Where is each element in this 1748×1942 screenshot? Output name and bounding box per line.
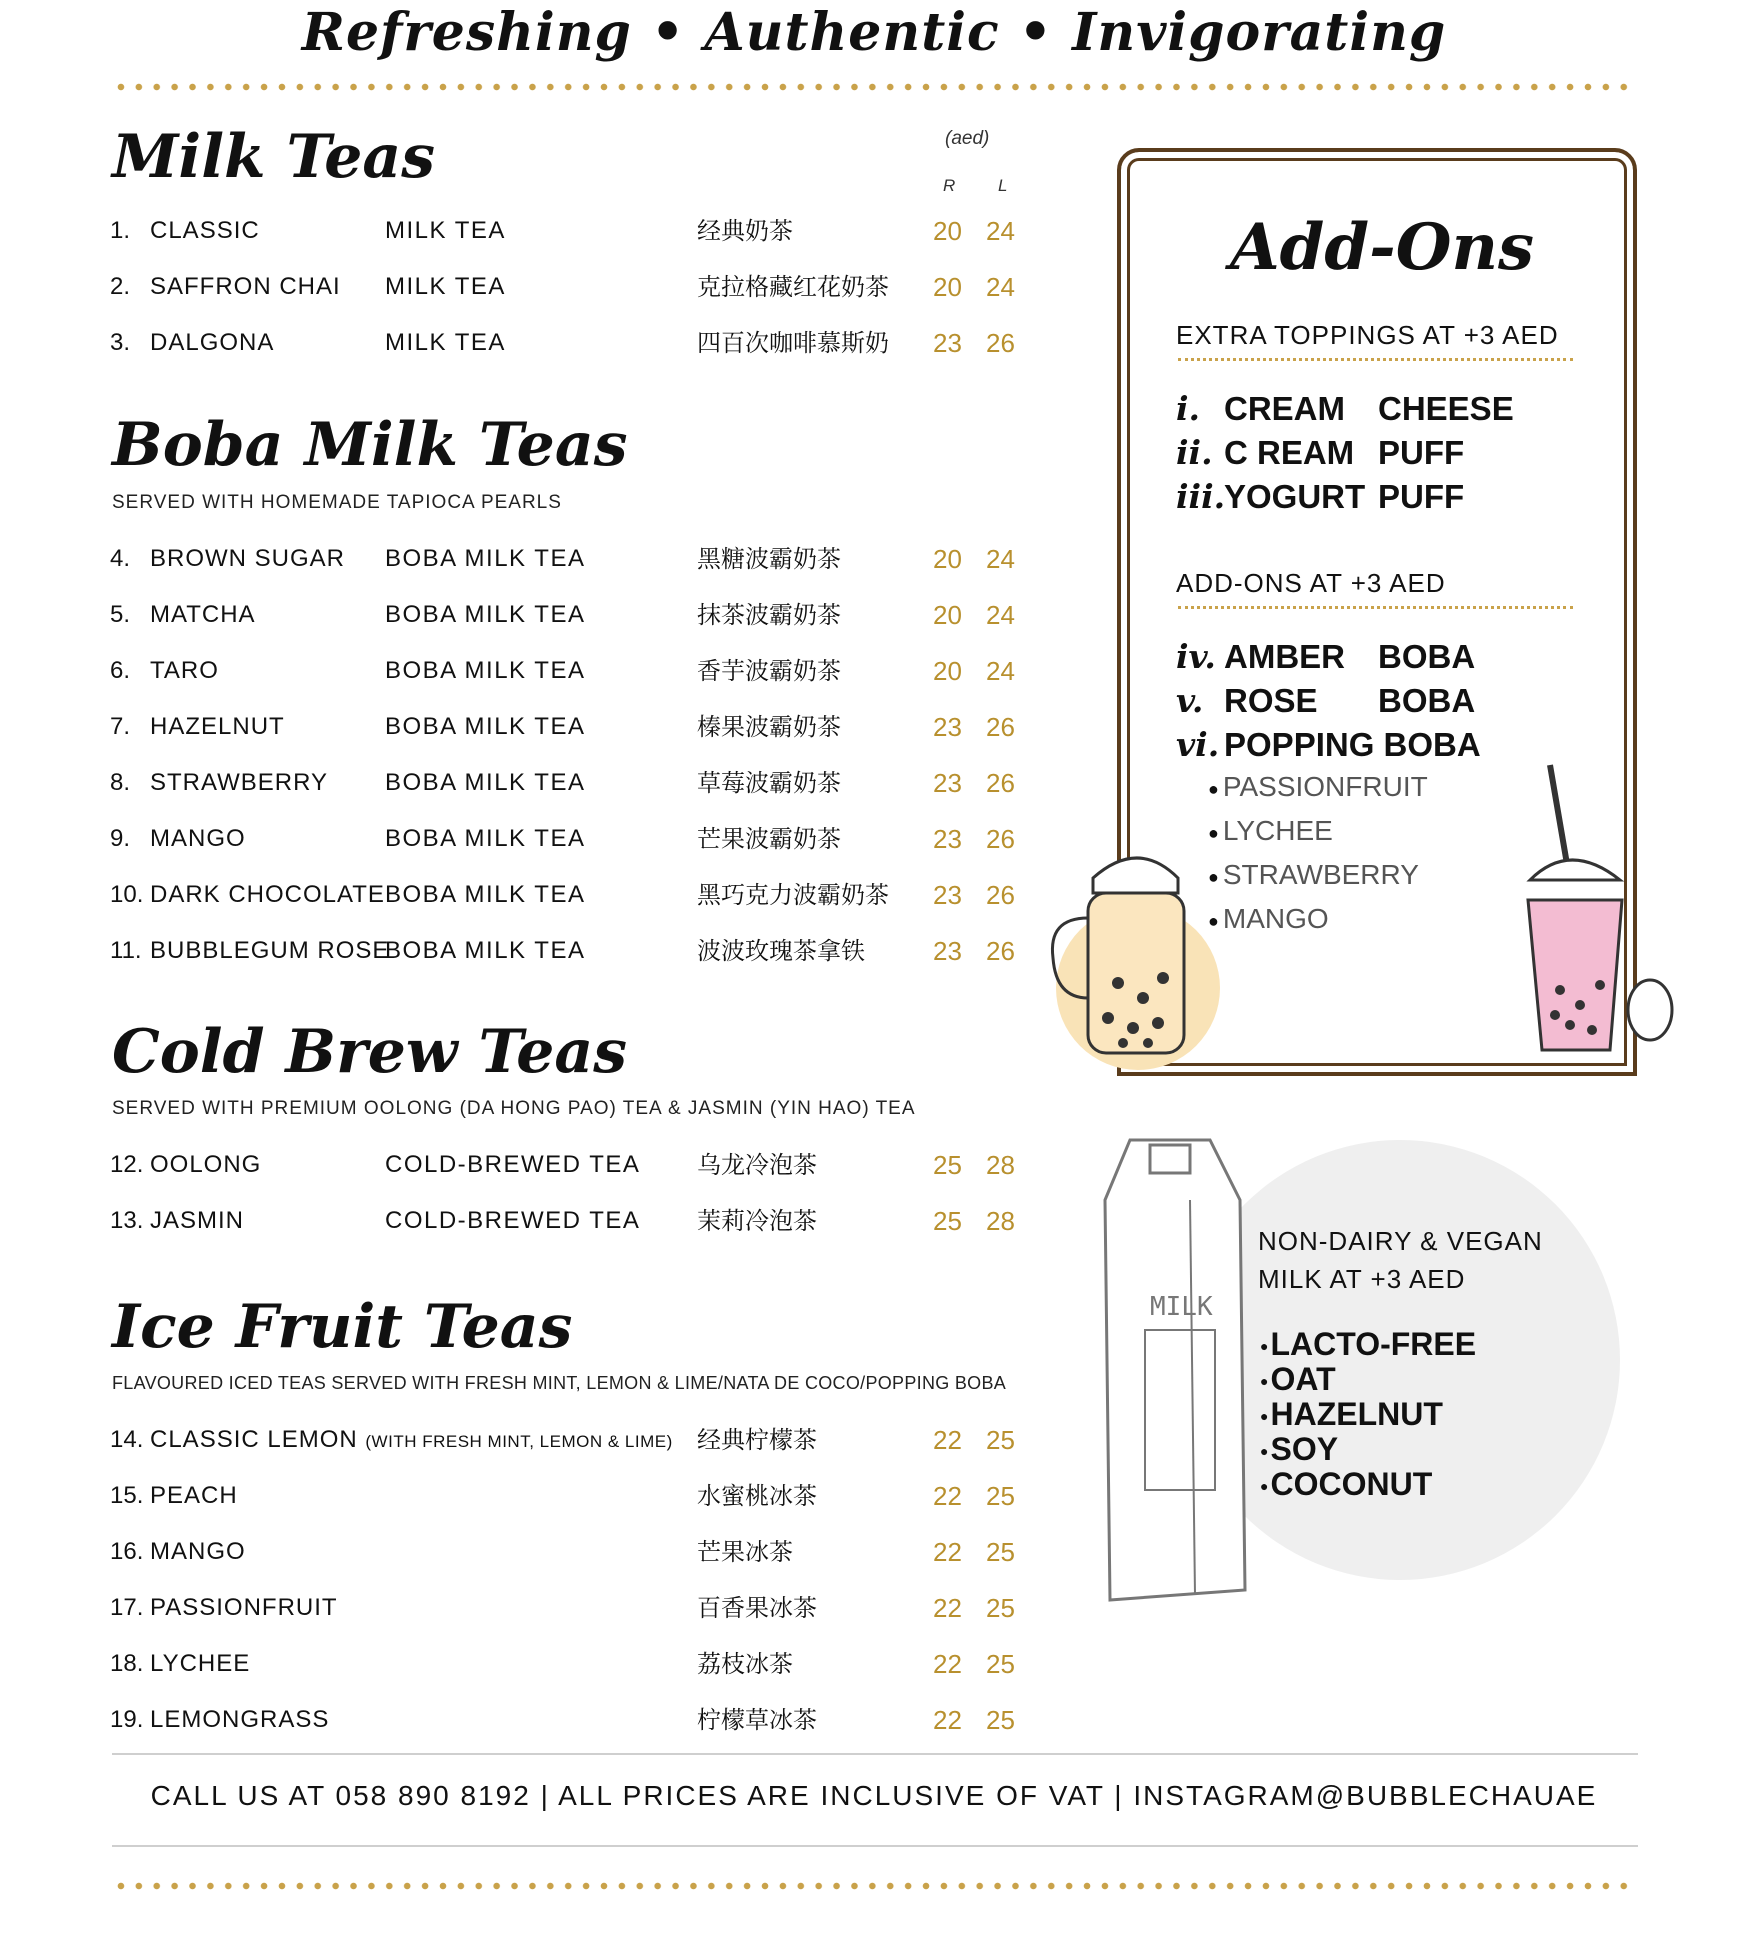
milk-option: ● COCONUT bbox=[1260, 1467, 1432, 1504]
milk-teas-title: Milk Teas bbox=[112, 122, 436, 192]
milk-option: ● LACTO-FREE bbox=[1260, 1327, 1476, 1364]
milk-carton-illustration bbox=[1090, 1130, 1260, 1605]
boba-milk-teas-title: Boba Milk Teas bbox=[112, 410, 628, 480]
large-size-label: L bbox=[998, 176, 1008, 195]
boba-item: v. ROSE BOBA bbox=[1176, 681, 1476, 720]
ice-fruit-teas-subtitle: FLAVOURED ICED TEAS SERVED WITH FRESH MINT, LEMON & LIME/NATA DE COCO/POPPING BOBA bbox=[112, 1373, 1007, 1393]
menu-item: 6. TARO BOBA MILK TEA 香芋波霸奶茶 20 24 bbox=[110, 656, 1015, 686]
menu-item: 19. LEMONGRASS 柠檬草冰茶 22 25 bbox=[110, 1705, 1015, 1735]
menu-item: 13. JASMIN COLD-BREWED TEA 茉莉冷泡茶 25 28 bbox=[110, 1206, 1015, 1236]
menu-item: 18. LYCHEE 荔枝冰茶 22 25 bbox=[110, 1649, 1015, 1679]
footer-contact: CALL US AT 058 890 8192 | ALL PRICES ARE INCLUSIVE OF VAT | INSTAGRAM@BUBBLECHAUAE bbox=[150, 1780, 1598, 1811]
menu-item: 14. CLASSIC LEMON (WITH FRESH MINT, LEMON & LIME) 经典柠檬茶 22 25 bbox=[110, 1425, 1015, 1455]
mason-jar-drink-illustration bbox=[1028, 808, 1228, 1078]
ice-fruit-teas-title: Ice Fruit Teas bbox=[112, 1292, 573, 1362]
toppings-heading: EXTRA TOPPINGS AT +3 AED bbox=[1176, 320, 1559, 350]
menu-item: 3. DALGONA MILK TEA 四百次咖啡慕斯奶 23 26 bbox=[110, 328, 1015, 358]
menu-item: 2. SAFFRON CHAI MILK TEA 克拉格藏红花奶茶 20 24 bbox=[110, 272, 1015, 302]
addons-divider bbox=[1178, 606, 1573, 609]
menu-item: 1. CLASSIC MILK TEA 经典奶茶 20 24 bbox=[110, 216, 1015, 246]
popping-flavor: ● LYCHEE bbox=[1208, 811, 1333, 853]
menu-item: 17. PASSIONFRUIT 百香果冰茶 22 25 bbox=[110, 1593, 1015, 1623]
menu-item: 12. OOLONG COLD-BREWED TEA 乌龙冷泡茶 25 28 bbox=[110, 1150, 1015, 1180]
milk-option: ● SOY bbox=[1260, 1432, 1338, 1469]
milk-option: ● HAZELNUT bbox=[1260, 1397, 1443, 1434]
menu-item: 15. PEACH 水蜜桃冰茶 22 25 bbox=[110, 1481, 1015, 1511]
menu-item: 5. MATCHA BOBA MILK TEA 抹茶波霸奶茶 20 24 bbox=[110, 600, 1015, 630]
footer-top-rule bbox=[112, 1753, 1638, 1755]
cold-brew-teas-subtitle: SERVED WITH PREMIUM OOLONG (DA HONG PAO) TEA & JASMIN (YIN HAO) TEA bbox=[112, 1098, 916, 1119]
addons-heading: ADD-ONS AT +3 AED bbox=[1176, 568, 1446, 598]
boba-milk-teas-subtitle: SERVED WITH HOMEMADE TAPIOCA PEARLS bbox=[112, 492, 562, 513]
menu-item: 8. STRAWBERRY BOBA MILK TEA 草莓波霸奶茶 23 26 bbox=[110, 768, 1015, 798]
popping-flavor: ● STRAWBERRY bbox=[1208, 855, 1419, 897]
menu-item: 9. MANGO BOBA MILK TEA 芒果波霸奶茶 23 26 bbox=[110, 824, 1015, 854]
addons-title: Add-Ons bbox=[1230, 210, 1535, 285]
toppings-divider bbox=[1178, 358, 1573, 361]
currency-label: (aed) bbox=[945, 128, 990, 149]
boba-item: iv. AMBER BOBA bbox=[1176, 637, 1476, 676]
popping-flavor: ● PASSIONFRUIT bbox=[1208, 767, 1428, 809]
menu-item: 16. MANGO 芒果冰茶 22 25 bbox=[110, 1537, 1015, 1567]
menu-item: 7. HAZELNUT BOBA MILK TEA 榛果波霸奶茶 23 26 bbox=[110, 712, 1015, 742]
regular-size-label: R bbox=[943, 176, 956, 195]
milk-options-heading-line2: MILK AT +3 AED bbox=[1258, 1264, 1466, 1294]
bubble-tea-cup-illustration bbox=[1510, 760, 1690, 1070]
top-dotted-divider bbox=[112, 83, 1638, 91]
topping-item: ii. C REAM PUFF bbox=[1176, 433, 1465, 472]
milk-carton-label: MILK bbox=[1150, 1292, 1213, 1322]
bottom-dotted-divider bbox=[112, 1882, 1638, 1890]
milk-options-heading-line1: NON-DAIRY & VEGAN bbox=[1258, 1226, 1543, 1256]
milk-option: ● OAT bbox=[1260, 1362, 1336, 1399]
boba-item: vi. POPPING BOBA bbox=[1176, 725, 1481, 764]
menu-item: 10. DARK CHOCOLATE BOBA MILK TEA 黑巧克力波霸奶茶 23 26 bbox=[110, 880, 1015, 910]
topping-item: i. CREAM CHEESE bbox=[1176, 389, 1514, 428]
footer-bottom-rule bbox=[112, 1845, 1638, 1847]
popping-flavor: ● MANGO bbox=[1208, 899, 1329, 941]
tagline: Refreshing • Authentic • Invigorating bbox=[301, 2, 1447, 63]
menu-item: 11. BUBBLEGUM ROSE BOBA MILK TEA 波波玫瑰茶拿铁 23 26 bbox=[110, 936, 1015, 966]
cold-brew-teas-title: Cold Brew Teas bbox=[112, 1017, 628, 1087]
menu-item: 4. BROWN SUGAR BOBA MILK TEA 黑糖波霸奶茶 20 24 bbox=[110, 544, 1015, 574]
topping-item: iii. YOGURT PUFF bbox=[1176, 477, 1465, 516]
